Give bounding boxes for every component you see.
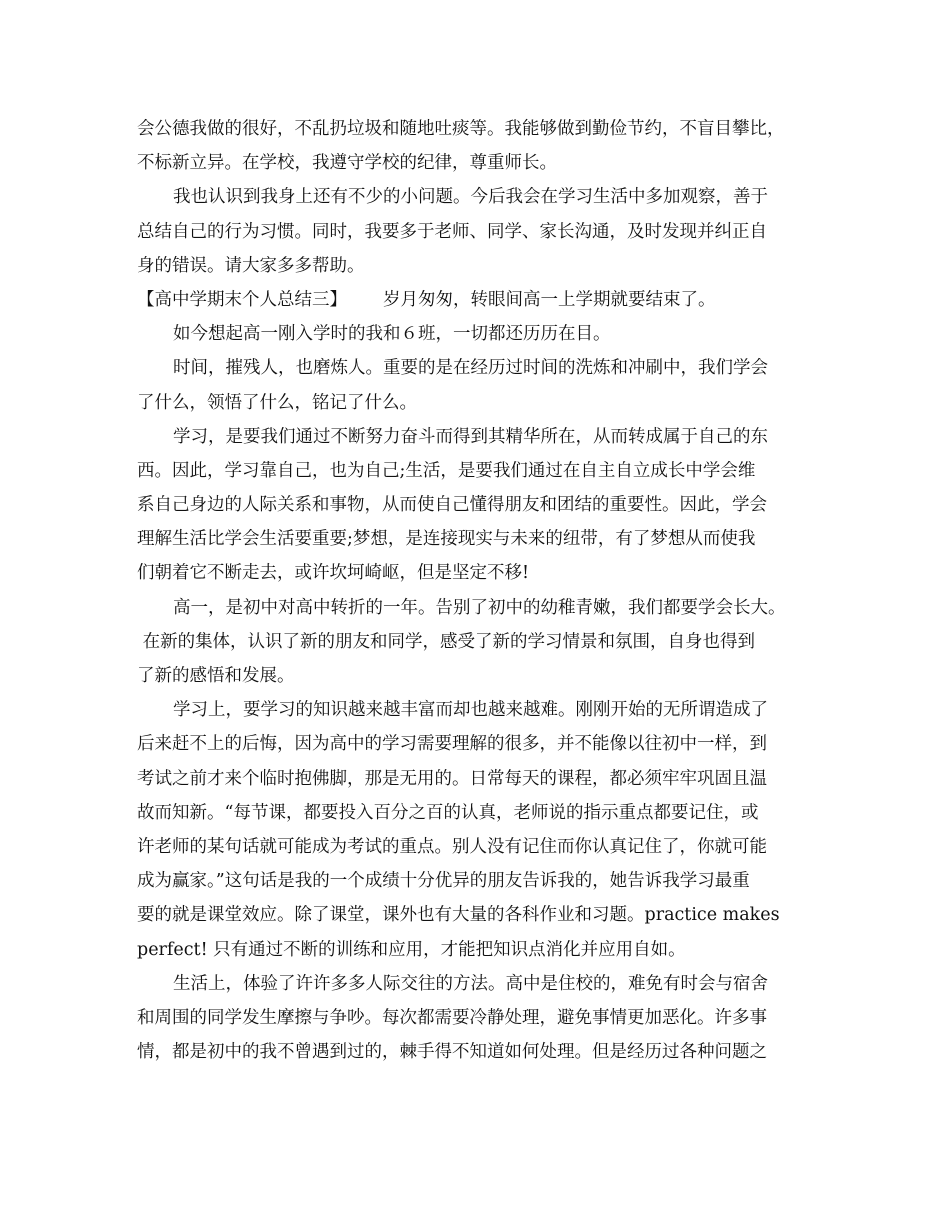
text-line: 情，都是初中的我不曾遇到过的，棘手得不知道如何处理。但是经历过各种问题之: [137, 1042, 767, 1063]
text-line: 了什么，领悟了什么，铭记了什么。: [137, 392, 417, 413]
text-line: perfect! 只有通过不断的训练和应用，才能把知识点消化并应用自如。: [137, 939, 686, 960]
text-line: 后来赶不上的后悔，因为高中的学习需要理解的很多，并不能像以往初中一样，到: [137, 734, 767, 755]
text-line: 成为赢家。”这句话是我的一个成绩十分优异的朋友告诉我的，她告诉我学习最重: [137, 871, 750, 892]
document-body: [137, 112, 827, 1069]
text-line: 和周围的同学发生摩擦与争吵。每次都需要冷静处理，避免事情更加恶化。许多事: [137, 1007, 767, 1028]
text-line: 会公德我做的很好，不乱扔垃圾和随地吐痰等。我能够做到勤俭节约，不盲目攀比，: [137, 119, 785, 139]
text-line: 总结自己的行为习惯。同时，我要多于老师、同学、家长沟通，及时发现并纠正自: [137, 221, 767, 242]
text-line: 时间，摧残人，也磨炼人。重要的是在经历过时间的洗炼和冲刷中，我们学会: [173, 358, 768, 379]
text-line: 高一，是初中对高中转折的一年。告别了初中的幼稚青嫩，我们都要学会长大。: [173, 597, 786, 618]
text-line: 如今想起高一刚入学时的我和６班，一切都还历历在目。: [173, 324, 611, 345]
text-line: 们朝着它不断走去，或许坎坷崎岖，但是坚定不移!: [137, 563, 530, 584]
section-first-sentence: 岁月匆匆，转眼间高一上学期就要结束了。: [383, 289, 716, 310]
text-line: 许老师的某句话就可能成为考试的重点。别人没有记住而你认真记住了，你就可能: [137, 836, 767, 857]
section-heading-line: [137, 283, 827, 317]
text-line: 考试之前才来个临时抱佛脚，那是无用的。日常每天的课程，都必须牢牢巩固且温: [137, 768, 767, 789]
text-line: 系自己身边的人际关系和事物，从而使自己懂得朋友和团结的重要性。因此，学会: [137, 495, 767, 516]
section-heading: 【高中学期末个人总结三】: [137, 289, 347, 310]
text-line: 不标新立异。在学校，我遵守学校的纪律，尊重师长。: [137, 153, 557, 174]
text-line: 理解生活比学会生活要重要;梦想，是连接现实与未来的纽带，有了梦想从而使我: [137, 529, 756, 550]
text-line: 在新的集体，认识了新的朋友和同学，感受了新的学习情景和氛围，自身也得到: [137, 631, 756, 652]
text-line: 西。因此，学习靠自己，也为自己;生活，是要我们通过在自主自立成长中学会维: [137, 460, 756, 481]
text-line: 学习，是要我们通过不断努力奋斗而得到其精华所在，从而转成属于自己的东: [173, 426, 768, 447]
text-line: 生活上，体验了许许多多人际交往的方法。高中是住校的，难免有时会与宿舍: [173, 973, 768, 994]
text-line: 身的错误。请大家多多帮助。: [137, 255, 365, 276]
text-line: 故而知新。“每节课，都要投入百分之百的认真，老师说的指示重点都要记住，或: [137, 802, 759, 823]
text-line: 要的就是课堂效应。除了课堂，课外也有大量的各科作业和习题。practice makes: [137, 905, 780, 926]
text-line: 学习上，要学习的知识越来越丰富而却也越来越难。刚刚开始的无所谓造成了: [173, 700, 768, 721]
text-line: 了新的感悟和发展。: [137, 666, 295, 686]
text-line: 我也认识到我身上还有不少的小问题。今后我会在学习生活中多加观察，善于: [173, 187, 768, 208]
